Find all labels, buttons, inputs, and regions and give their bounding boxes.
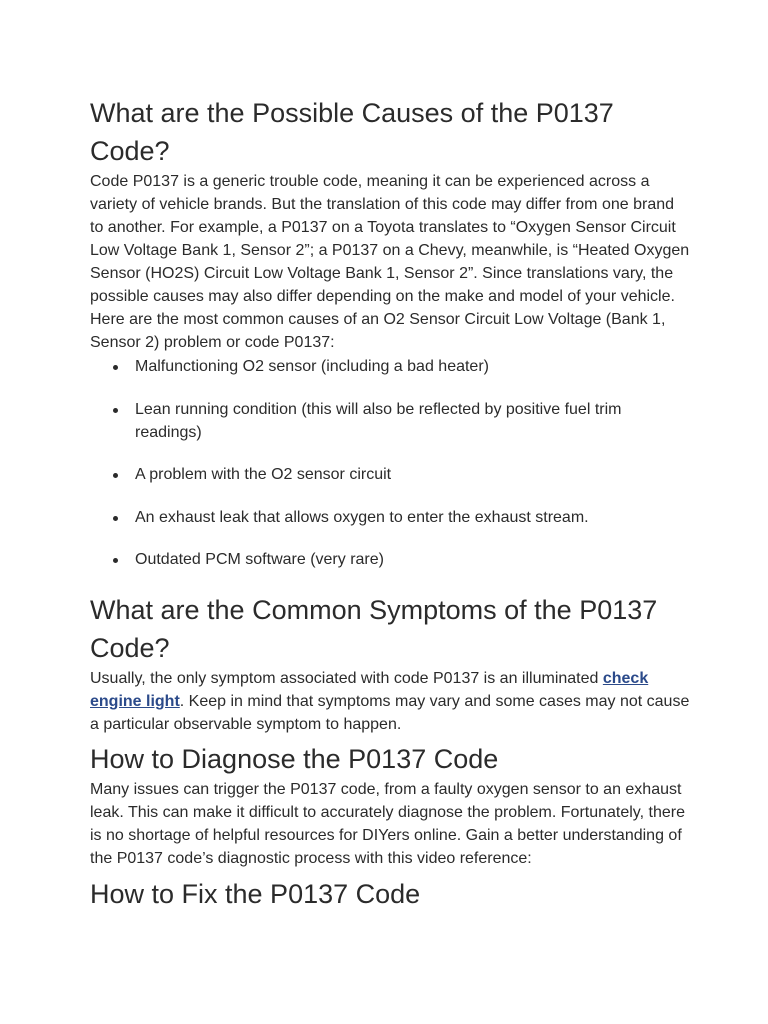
list-item-text: Lean running condition (this will also be reflected by positive fuel trim readings) — [135, 400, 622, 441]
list-item-text: Malfunctioning O2 sensor (including a bad heater) — [135, 358, 489, 375]
bullet-icon — [113, 473, 118, 478]
list-item-text: A problem with the O2 sensor circuit — [135, 466, 392, 483]
list-item — [90, 398, 690, 444]
bullet-icon — [113, 365, 118, 370]
heading-diagnose: How to Diagnose the P0137 Code — [90, 743, 499, 774]
paragraph-diagnose: Many issues can trigger the P0137 code, from a faulty oxygen sensor to an exhaust leak. This can make it difficult to accurately diagnose the problem. Fortunately, there is no shortage of helpful resources for DIYers online. Gain a better understanding of the P0137 code’s diagnostic process with this video reference: — [90, 780, 685, 867]
bullet-icon — [113, 408, 118, 413]
list-item — [90, 355, 690, 378]
document-page — [90, 90, 690, 913]
list-item-text: An exhaust leak that allows oxygen to enter the exhaust stream. — [135, 508, 589, 526]
bullet-icon — [113, 516, 118, 521]
symptoms-text-before: Usually, the only symptom associated with code P0137 is an illuminated — [90, 669, 603, 687]
check-engine-light-link[interactable]: check engine light — [90, 669, 649, 710]
heading-fix: How to Fix the P0137 Code — [90, 878, 421, 909]
heading-possible-causes: What are the Possible Causes of the P0137 Code? — [90, 98, 614, 166]
list-item — [90, 506, 690, 529]
list-item-text: Outdated PCM software (very rare) — [135, 551, 384, 568]
list-item — [90, 463, 690, 486]
list-item — [90, 548, 690, 571]
causes-list — [90, 355, 690, 571]
paragraph-symptoms — [90, 667, 690, 736]
bullet-icon — [113, 558, 118, 563]
symptoms-text-after: . Keep in mind that symptoms may vary and some cases may not cause a particular observable symptom to happen. — [90, 692, 690, 733]
heading-common-symptoms: What are the Common Symptoms of the P0137 Code? — [90, 594, 658, 663]
paragraph-causes-intro: Code P0137 is a generic trouble code, meaning it can be experienced across a variety of vehicle brands. But the translation of this code may differ from one brand to another. For example, a P0137 on a Toyota translates to “Oxygen Sensor Circuit Low Voltage Bank 1, Sensor 2”; a P0137 on a Chevy, meanwhile, is “Heated Oxygen Sensor (HO2S) Circuit Low Voltage Bank 1, Sensor 2”. Since translations vary, the possible causes may also differ depending on the make and model of your vehicle. Here are the most common causes of an O2 Sensor Circuit Low Voltage (Bank 1, Sensor 2) problem or code P0137: — [90, 173, 690, 351]
